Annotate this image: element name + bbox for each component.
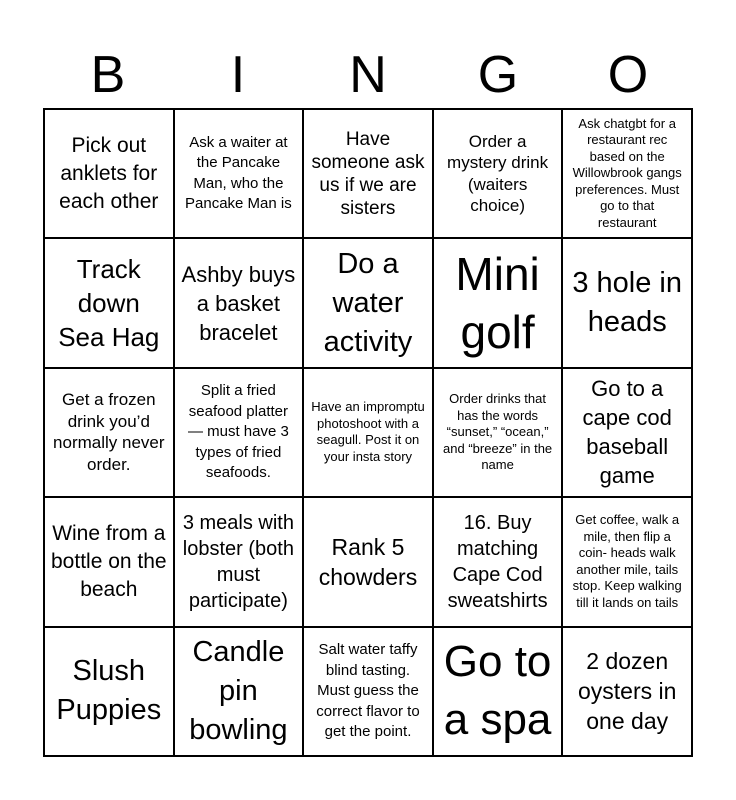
cell-text: Wine from a bottle on the beach bbox=[51, 521, 167, 601]
cell-text: 16. Buy matching Cape Cod sweatshirts bbox=[447, 511, 548, 612]
bingo-cell[interactable] bbox=[174, 109, 304, 238]
bingo-cell[interactable] bbox=[562, 368, 692, 497]
header-letter-i: I bbox=[230, 46, 246, 104]
cell-text: 3 hole in heads bbox=[572, 267, 683, 339]
bingo-cell[interactable] bbox=[44, 497, 174, 626]
header-letter-n: N bbox=[349, 46, 387, 104]
cell-text: Order a mystery drink (waiters choice) bbox=[447, 131, 549, 216]
cell-text: Candle pin bowling bbox=[189, 635, 288, 746]
bingo-cell[interactable] bbox=[44, 109, 174, 238]
bingo-cell[interactable] bbox=[303, 368, 433, 497]
bingo-cell[interactable] bbox=[44, 238, 174, 367]
cell-text: Ask a waiter at the Pancake Man, who the Pancake Man is bbox=[185, 133, 292, 213]
bingo-cell[interactable] bbox=[303, 627, 433, 756]
cell-text: 2 dozen oysters in one day bbox=[577, 648, 677, 735]
cell-text: Go to a spa bbox=[443, 637, 552, 745]
cell-text: Do a water activity bbox=[323, 247, 413, 358]
cell-text: 3 meals with lobster (both must participate) bbox=[182, 511, 294, 612]
cell-text: Mini golf bbox=[455, 248, 540, 359]
bingo-header bbox=[43, 42, 693, 108]
cell-text: Slush Puppies bbox=[56, 655, 162, 727]
bingo-cell[interactable] bbox=[44, 368, 174, 497]
header-letter-g: G bbox=[477, 46, 519, 104]
cell-text: Order drinks that has the words “sunset,” “ocean,” and “breeze” in the name bbox=[443, 391, 553, 473]
bingo-cell[interactable] bbox=[433, 368, 563, 497]
cell-text: Have someone ask us if we are sisters bbox=[311, 128, 425, 219]
bingo-cell[interactable] bbox=[562, 627, 692, 756]
bingo-cell[interactable] bbox=[303, 497, 433, 626]
header-letter-o: O bbox=[607, 46, 649, 104]
cell-text: Pick out anklets for each other bbox=[59, 133, 159, 213]
bingo-cell[interactable] bbox=[174, 238, 304, 367]
bingo-cell[interactable] bbox=[174, 627, 304, 756]
cell-text: Go to a cape cod baseball game bbox=[582, 376, 672, 489]
cell-text: Get a frozen drink you’d normally never order. bbox=[53, 390, 165, 474]
cell-text: Split a fried seafood platter — must have 3 types of fried seafoods. bbox=[187, 382, 289, 482]
cell-text: Rank 5 chowders bbox=[318, 533, 418, 590]
bingo-cell[interactable] bbox=[433, 109, 563, 238]
bingo-cell[interactable] bbox=[562, 497, 692, 626]
bingo-cell[interactable] bbox=[174, 368, 304, 497]
cell-text: Track down Sea Hag bbox=[58, 254, 160, 353]
cell-text: Get coffee, walk a mile, then flip a coin- heads walk another mile, tails stop. Keep walking till it lands on tails bbox=[572, 512, 682, 610]
bingo-cell[interactable] bbox=[433, 497, 563, 626]
bingo-cell[interactable] bbox=[174, 497, 304, 626]
bingo-cell[interactable] bbox=[303, 109, 433, 238]
bingo-cell[interactable] bbox=[562, 238, 692, 367]
bingo-cell[interactable] bbox=[44, 627, 174, 756]
cell-text: Ashby buys a basket bracelet bbox=[181, 261, 296, 345]
bingo-cell[interactable] bbox=[433, 627, 563, 756]
cell-text: Ask chatgbt for a restaurant rec based on the Willowbrook gangs preferences. Must go to that restaurant bbox=[572, 115, 682, 230]
bingo-cell[interactable] bbox=[303, 238, 433, 367]
header-letter-b: B bbox=[90, 46, 126, 104]
bingo-cell[interactable] bbox=[562, 109, 692, 238]
cell-text: Have an impromptu photoshoot with a seagull. Post it on your insta story bbox=[311, 399, 425, 464]
bingo-grid bbox=[43, 108, 693, 757]
bingo-cell[interactable] bbox=[433, 238, 563, 367]
cell-text: Salt water taffy blind tasting. Must guess the correct flavor to get the point. bbox=[316, 641, 420, 741]
